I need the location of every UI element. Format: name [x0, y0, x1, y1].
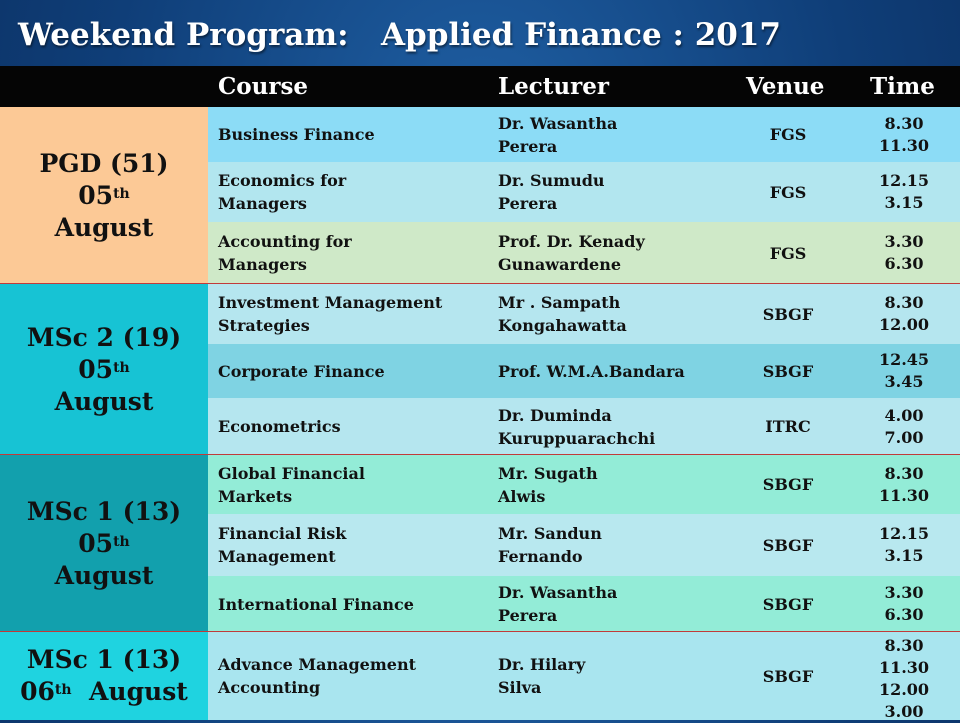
venue: SBGF [762, 361, 814, 381]
course-name-line: Econometrics [218, 417, 341, 436]
course-name-line: Accounting [218, 678, 321, 697]
venue: ITRC [765, 417, 811, 436]
venue: SBGF [762, 475, 814, 494]
venue: SBGF [762, 535, 814, 555]
time-slot [848, 162, 960, 222]
lecturer-name [498, 398, 728, 455]
time-slot-line: 3.30 [884, 232, 924, 251]
course-name-line: Advance Management [218, 655, 416, 674]
program-name: MSc 2 (19) [26, 322, 182, 352]
program-name: MSc 1 (13) [26, 496, 182, 526]
time-slot-line: 6.30 [884, 605, 924, 624]
header-time: Time [870, 73, 935, 100]
lecturer-name-line: Perera [498, 136, 558, 156]
lecturer-name [498, 344, 728, 398]
venue: SBGF [762, 594, 814, 614]
time-slot-line: 11.30 [878, 658, 930, 677]
lecturer-name [498, 455, 728, 514]
time-slot-line: 3.45 [884, 372, 924, 391]
lecturer-name-line: Dr. Duminda [498, 405, 612, 425]
course-name [218, 455, 488, 514]
course-name-line: International Finance [218, 594, 414, 614]
lecturer-name [498, 284, 728, 344]
time-slot-line: 8.30 [884, 636, 924, 655]
course-name-line: Business Finance [218, 125, 375, 144]
table-row [208, 344, 960, 398]
course-name-line: Managers [218, 255, 307, 274]
program-name: PGD (51) [39, 148, 169, 178]
time-slot [848, 514, 960, 576]
venue: FGS [769, 125, 807, 144]
time-slot [848, 632, 960, 723]
session-day [20, 677, 71, 706]
course-name [218, 514, 488, 576]
course-name-line: Economics for [218, 171, 347, 190]
lecturer-name-line: Mr . Sampath [498, 293, 621, 312]
time-slot [848, 107, 960, 162]
time-slot-line: 8.30 [884, 113, 924, 133]
time-slot-line: 8.30 [884, 293, 924, 312]
time-slot [848, 398, 960, 455]
lecturer-name-line: Prof. Dr. Kenady [498, 232, 645, 251]
course-name-line: Management [218, 547, 336, 566]
lecturer-name-line: Alwis [498, 486, 546, 506]
group-divider [0, 631, 960, 632]
page-title: Weekend Program: Applied Finance : 2017 [18, 17, 781, 53]
lecturer-name [498, 514, 728, 576]
time-slot [848, 455, 960, 514]
lecturer-name-line: Mr. Sugath [498, 463, 598, 483]
lecturer-name-line: Dr. Wasantha [498, 583, 618, 602]
time-slot-line: 3.15 [884, 193, 924, 212]
program-group [0, 455, 208, 632]
session-day-number: 05 [78, 528, 114, 558]
program-group [0, 107, 208, 284]
session-month: August [54, 212, 154, 242]
group-divider [0, 454, 960, 455]
course-name [218, 222, 488, 284]
course-name [218, 398, 488, 455]
lecturer-name [498, 107, 728, 162]
time-slot-line: 4.00 [884, 405, 924, 425]
program-group [0, 284, 208, 455]
time-slot-line: 6.30 [884, 254, 924, 273]
session-day-number: 06 [20, 677, 55, 706]
lecturer-name-line: Perera [498, 606, 558, 625]
table-row [208, 576, 960, 632]
lecturer-name-line: Silva [498, 678, 542, 697]
lecturer-name-line: Fernando [498, 547, 583, 566]
course-name [218, 344, 488, 398]
table-row [208, 162, 960, 222]
course-name-line: Markets [218, 486, 293, 506]
time-slot [848, 576, 960, 632]
table-row [208, 632, 960, 720]
lecturer-name-line: Kongahawatta [498, 316, 627, 335]
table-row [208, 107, 960, 162]
session-day-number: 05 [78, 354, 114, 384]
session-date [20, 676, 188, 708]
header-lecturer: Lecturer [498, 73, 610, 100]
program-name: MSc 1 (13) [26, 645, 182, 674]
venue: SBGF [762, 304, 814, 324]
table-row [208, 455, 960, 514]
lecturer-name [498, 632, 728, 720]
session-day-number: 05 [78, 180, 114, 210]
course-name-line: Strategies [218, 316, 310, 335]
session-day-suffix: th [113, 185, 130, 202]
session-day [78, 180, 129, 212]
lecturer-name-line: Perera [498, 194, 558, 213]
lecturer-name-line: Gunawardene [498, 255, 622, 274]
lecturer-name [498, 162, 728, 222]
time-slot [848, 344, 960, 398]
lecturer-name-line: Mr. Sandun [498, 524, 602, 543]
course-name-line: Managers [218, 194, 307, 213]
course-name-line: Corporate Finance [218, 361, 385, 381]
table-row [208, 284, 960, 344]
course-name-line: Financial Risk [218, 524, 347, 543]
course-name-line: Investment Management [218, 293, 443, 312]
session-day-suffix: th [54, 682, 72, 698]
time-slot-line: 11.30 [878, 485, 930, 505]
time-slot-line: 3.00 [884, 702, 924, 721]
lecturer-name-line: Dr. Sumudu [498, 171, 605, 190]
lecturer-name [498, 576, 728, 632]
time-slot-line: 12.00 [878, 315, 930, 334]
venue: FGS [769, 243, 807, 263]
session-month: August [54, 560, 154, 590]
time-slot [848, 222, 960, 284]
header-course: Course [218, 73, 309, 100]
group-divider [0, 283, 960, 284]
session-month: August [54, 386, 154, 416]
time-slot-line: 3.30 [884, 583, 924, 602]
lecturer-name-line: Dr. Hilary [498, 655, 586, 674]
lecturer-name [498, 222, 728, 284]
time-slot-line: 12.15 [878, 171, 930, 190]
table-header [0, 66, 960, 107]
table-row [208, 514, 960, 576]
lecturer-name-line: Prof. W.M.A.Bandara [498, 361, 685, 381]
course-name [218, 162, 488, 222]
time-slot-line: 12.00 [878, 680, 930, 699]
session-day [78, 354, 129, 386]
time-slot-line: 12.15 [878, 524, 930, 543]
course-name [218, 576, 488, 632]
time-slot-line: 11.30 [878, 135, 930, 155]
course-name [218, 107, 488, 162]
course-name [218, 632, 488, 720]
course-name [218, 284, 488, 344]
time-slot-line: 12.45 [878, 350, 930, 369]
session-month: August [89, 677, 188, 706]
time-slot [848, 284, 960, 344]
lecturer-name-line: Dr. Wasantha [498, 113, 618, 133]
session-day [78, 528, 129, 560]
lecturer-name-line: Kuruppuarachchi [498, 428, 656, 448]
session-day-suffix: th [113, 533, 130, 550]
table-row [208, 222, 960, 284]
time-slot-line: 3.15 [884, 546, 924, 565]
course-name-line: Global Financial [218, 463, 365, 483]
course-name-line: Accounting for [218, 232, 352, 251]
table-row [208, 398, 960, 455]
session-day-suffix: th [113, 359, 130, 376]
header-venue: Venue [746, 73, 825, 100]
venue: FGS [769, 182, 807, 202]
time-slot-line: 7.00 [884, 427, 924, 447]
time-slot-line: 8.30 [884, 463, 924, 483]
venue: SBGF [762, 666, 814, 686]
program-group [0, 632, 208, 720]
